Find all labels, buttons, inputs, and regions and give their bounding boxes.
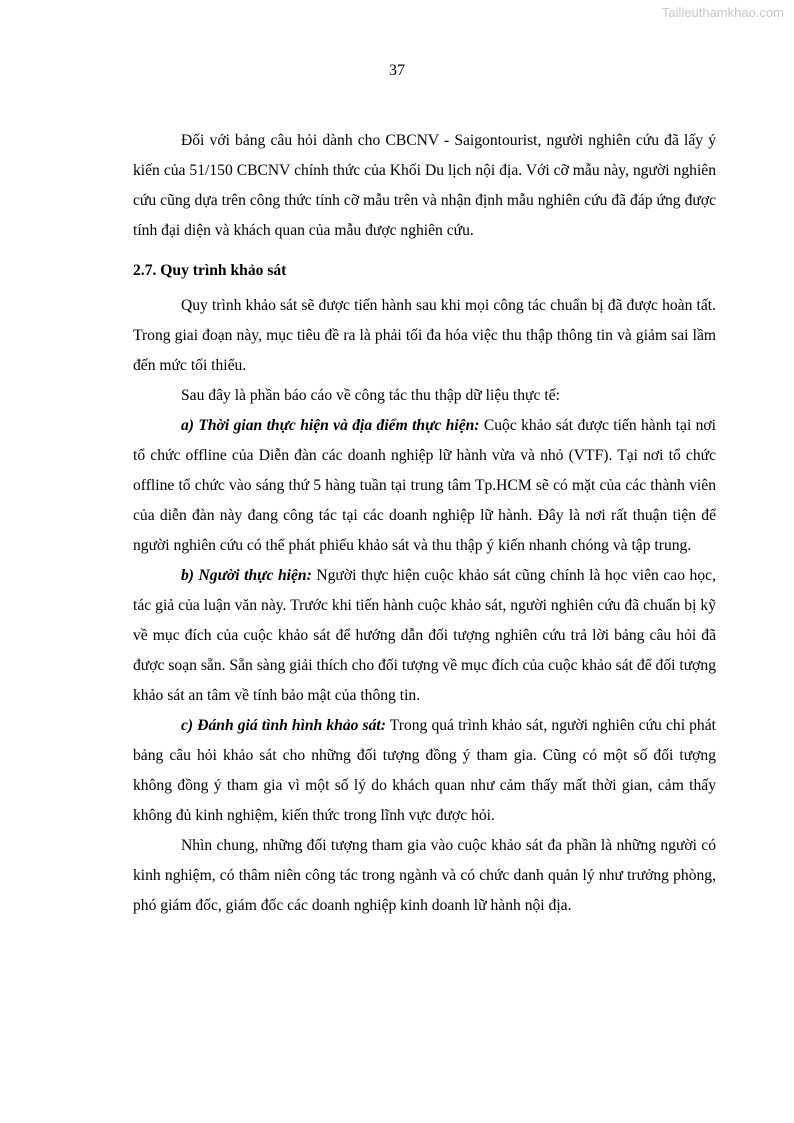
- paragraph-performer: [133, 561, 716, 711]
- paragraph-survey-process: Quy trình khảo sát sẽ được tiến hành sau khi mọi công tác chuẩn bị đã được hoàn tất. Trong giai đoạn này, mục tiêu đề ra là phải tối đa hóa việc thu thập thông tin và giảm sai lầm đến mức tối thiểu.: [133, 297, 716, 374]
- paragraph-summary: Nhìn chung, những đối tượng tham gia vào cuộc khảo sát đa phần là những người có kinh nghiệm, có thâm niên công tác trong ngành và có chức danh quản lý như trưởng phòng, phó giám đốc, giám đốc các doanh nghiệp kinh doanh lữ hành nội địa.: [133, 837, 716, 914]
- text-performer: Người thực hiện cuộc khảo sát cũng chính là học viên cao học, tác giả của luận văn này. Trước khi tiến hành cuộc khảo sát, người nghiên cứu đã chuẩn bị kỹ về mục đích của cuộc khảo sát để hướng dẫn đối tượng nghiên cứu trả lời bảng câu hỏi đã được soạn sẵn. Sẵn sàng giải thích cho đối tượng về mục đích của cuộc khảo sát để đối tượng khảo sát an tâm về tính bảo mật của thông tin.: [133, 567, 716, 704]
- text-evaluation: Trong quá trình khảo sát, người nghiên cứu chỉ phát bảng câu hỏi khảo sát cho những đối tượng đồng ý tham gia. Cũng có một số đối tượng không đồng ý tham gia vì một số lý do khách quan như cảm thấy mất thời gian, cảm thấy không đủ kinh nghiệm, kiến thức trong lĩnh vực được hỏi.: [133, 717, 716, 824]
- paragraph-evaluation: [133, 711, 716, 831]
- lead-performer: b) Người thực hiện:: [181, 567, 312, 584]
- lead-time-location: a) Thời gian thực hiện và địa điểm thực hiện:: [181, 417, 480, 434]
- paragraph-time-location: [133, 411, 716, 561]
- document-body: [133, 126, 716, 921]
- paragraph-sample-size: Đối với bảng câu hỏi dành cho CBCNV - Saigontourist, người nghiên cứu đã lấy ý kiến của 51/150 CBCNV chính thức của Khối Du lịch nội địa. Với cỡ mẫu này, người nghiên cứu cũng dựa trên công thức tính cỡ mẫu trên và nhận định mẫu nghiên cứu đã đáp ứng được tính đại diện và khách quan của mẫu được nghiên cứu.: [133, 132, 716, 239]
- paragraph-report-intro: Sau đây là phần báo cáo về công tác thu thập dữ liệu thực tế:: [181, 387, 560, 404]
- page-number: 37: [389, 62, 405, 79]
- watermark: Tailieuthamkhao.com: [661, 5, 784, 20]
- text-time-location: Cuộc khảo sát được tiến hành tại nơi tổ chức offline của Diễn đàn các doanh nghiệp lữ hành vừa và nhỏ (VTF). Tại nơi tổ chức offline tổ chức vào sáng thứ 5 hàng tuần tại trung tâm Tp.HCM sẽ có mặt của các thành viên của diễn đàn này đang công tác tại các doanh nghiệp lữ hành. Đây là nơi rất thuận tiện để người nghiên cứu có thể phát phiếu khảo sát và thu thập ý kiến nhanh chóng và tập trung.: [133, 417, 717, 554]
- lead-evaluation: c) Đánh giá tình hình khảo sát:: [181, 717, 386, 734]
- section-heading: 2.7. Quy trình khảo sát: [133, 262, 287, 279]
